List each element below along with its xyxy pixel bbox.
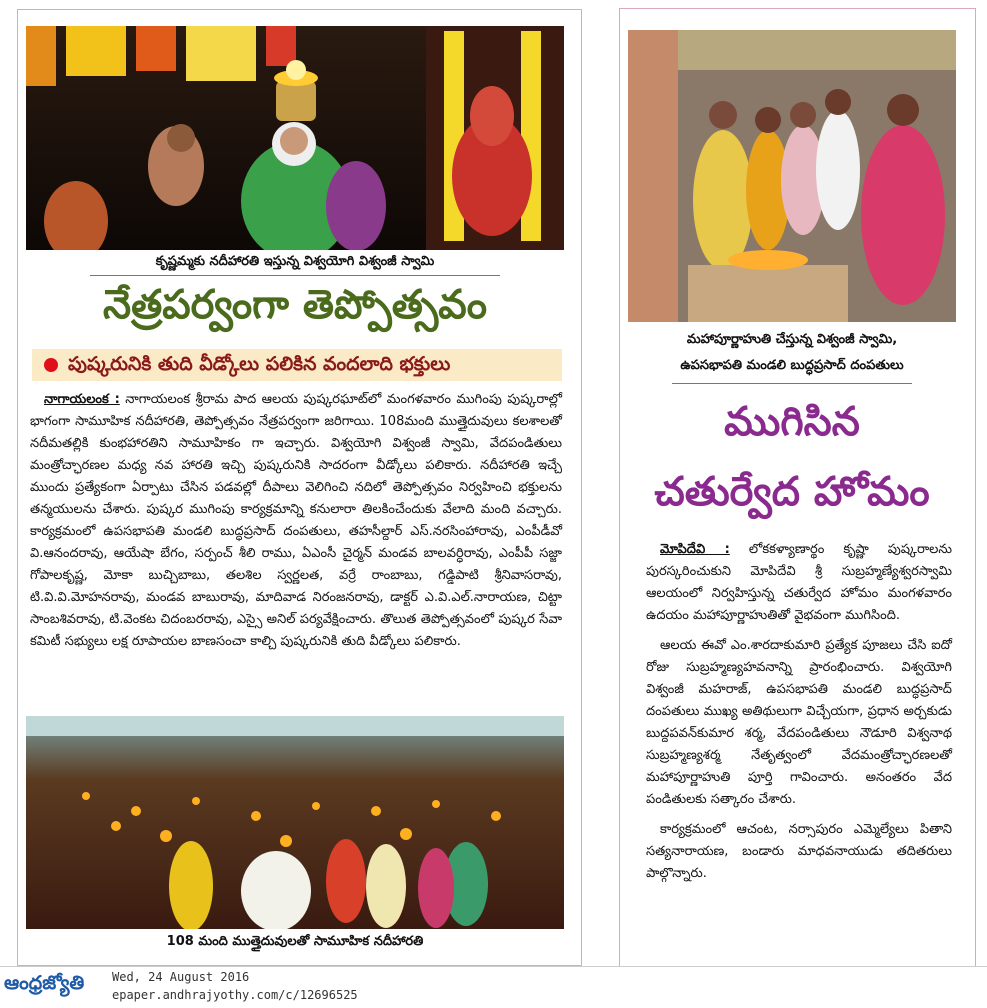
bottom-photo-devotees xyxy=(26,716,564,929)
left-headline: నేత్రపర్వంగా తెప్పోత్సవం xyxy=(103,282,487,328)
footer-logo[interactable]: ఆంధ్రజ్యోతి xyxy=(4,972,85,994)
bottom-photo-image xyxy=(26,716,564,929)
right-caption-line1: మహాపూర్ణాహుతి చేస్తున్న విశ్వంజీ స్వామి, xyxy=(686,332,898,347)
right-photo-image xyxy=(628,30,956,322)
right-headline-line1: ముగిసిన xyxy=(724,399,860,445)
left-subheadline: పుష్కరునికి తుది వీడ్కోలు పలికిన వందలాది భక్తులు xyxy=(68,353,451,375)
right-headline-line2: చతుర్వేద హోమం xyxy=(654,469,930,515)
right-caption-line2: ఉపసభాపతి మండలి బుద్ధప్రసాద్ దంపతులు xyxy=(680,358,904,373)
right-para1: లోకకళ్యాణార్థం కృష్ణా పుష్కరాలను పురస్కరించుకుని మోపిదేవి శ్రీ సుబ్రహ్మణ్యేశ్వరస్వామి ఆలయంలో నిర్వహిస్తున్న చతుర్వేద హోమం మంగళవారం ఉదయం మహాపూర్ణాహుతితో వైభవంగా ముగిసింది. xyxy=(646,542,952,623)
bullet-dot xyxy=(44,358,58,372)
right-para2: ఆలయ ఈవో ఎం.శారదాకుమారి ప్రత్యేక పూజలు చేసి ఐదో రోజు సుబ్రహ్మణ్యహవనాన్ని ప్రారంభించారు. విశ్వయోగి విశ్వంజీ మహరాజ్, ఉపసభాపతి మండలి బుద్ధప్రసాద్ దంపతులు ముఖ్య అతిథులుగా విచ్చేయగా, ప్రధాన అర్చకుడు బుద్దపవన్‌కుమార శర్మ, వేదపండితులు నౌడూరి విశ్వనాథ సుబ్రహ్మణ్యశర్మ నేతృత్వంలో వేదమంత్రోచ్ఛారణలతో మహాపూర్ణాహుతి పూర్తి గావించారు. అనంతరం వేద పండితులకు సత్కారం చేశారు. xyxy=(646,638,952,807)
bottom-photo-caption: 108 మంది ముత్తైదువులతో సామూహిక నదీహారతి xyxy=(166,934,424,949)
left-body-text: నాగాయలంక శ్రీరామ పాద ఆలయ పుష్కరఘాట్‌లో మంగళవారం ముగింపు పుష్కరాల్లో భాగంగా సామూహిక నదీహారతి, తెప్పోత్సవం నేత్రపర్వంగా జరిగాయి. 108మంది ముత్తైదువులు కలశాలతో నదీమతల్లికి కుంభహారతిని సామూహికం గా ఇచ్చారు. విశ్వయోగి విశ్వంజీ స్వామి, వేదపండితులు మంత్రోచ్ఛారణల మధ్య నవ హారతి ఇచ్చి పుష్కరునికి సాదరంగా వీడ్కోలు పలికారు. నదీహారతి ఇచ్చే ముందు ప్రత్యేకంగా ఏర్పాటు చేసిన పడవల్లో దీపాలు వెలిగించి నదిలో తెప్పోత్సవం నిర్వహించి భక్తులను తన్మయులను చేశారు. పుష్కర ముగింపు కార్యక్రమాన్ని కనులారా తిలకించేందుకు వేలాది మంది వచ్చారు. కార్యక్రమంలో ఉపసభాపతి మండలి బుద్ధప్రసాద్ దంపతులు, తహసీల్దార్ ఎస్.నరసింహారావు, ఎంపీడీవో వి.ఆనందరావు, ఆయేషా బేగం, సర్పంచ్ శీలి రాము, ఏఎంసీ చైర్మన్ మండవ బాలవర్ధిరావు, ఎంపీపీ సజ్జా గోపాలకృష్ణ, మోకా బుచ్చిబాబు, తలశిల స్వర్ణలత, వర్రే రాంబాబు, గడ్డిపాటి శ్రీనివాసరావు, టి.వి.వి.మోహనరావు, మండవ బాబురావు, మాదివాడ నిరంజనరావు, డాక్టర్ ఎ.వి.ఎల్.నారాయణ, చిట్టా సాంబశివరావు, టి.వెంకట చిదంబరరావు, ఎస్సై అనిల్ పర్యవేక్షించారు. తొలుత తెప్పోత్సవంలో పుష్కర సేవా కమిటీ సభ్యులు లక్ష రూపాయల బాణసంచా కాల్చి పుష్కరునికి తుది వీడ్కోలు పలికారు. xyxy=(30,392,562,649)
right-headline xyxy=(628,390,956,530)
top-photo-river-aarti xyxy=(26,26,564,250)
right-photo-homam xyxy=(628,30,956,322)
left-subheadline-box xyxy=(32,349,562,381)
footer-url[interactable]: epaper.andhrajyothy.com/c/12696525 xyxy=(112,988,358,1002)
right-photo-caption xyxy=(628,327,956,379)
caption-underline xyxy=(90,275,500,276)
left-article-body xyxy=(30,389,562,661)
footer-date: Wed, 24 August 2016 xyxy=(112,970,250,984)
right-caption-underline xyxy=(672,383,912,384)
right-dateline: మోపిదేవి : xyxy=(660,542,730,557)
left-dateline: నాగాయలంక : xyxy=(44,392,120,407)
top-photo-image xyxy=(26,26,564,250)
top-photo-caption: కృష్ణమ్మకు నదీహారతి ఇస్తున్న విశ్వయోగి విశ్వంజీ స్వామి xyxy=(155,254,435,269)
right-article-body xyxy=(646,539,952,893)
footer-divider xyxy=(0,966,987,967)
right-para3: కార్యక్రమంలో ఆచంట, నర్సాపురం ఎమ్మెల్యేలు పితాని సత్యనారాయణ, బండారు మాధవనాయుడు తదితరులు పాల్గొన్నారు. xyxy=(646,822,952,881)
